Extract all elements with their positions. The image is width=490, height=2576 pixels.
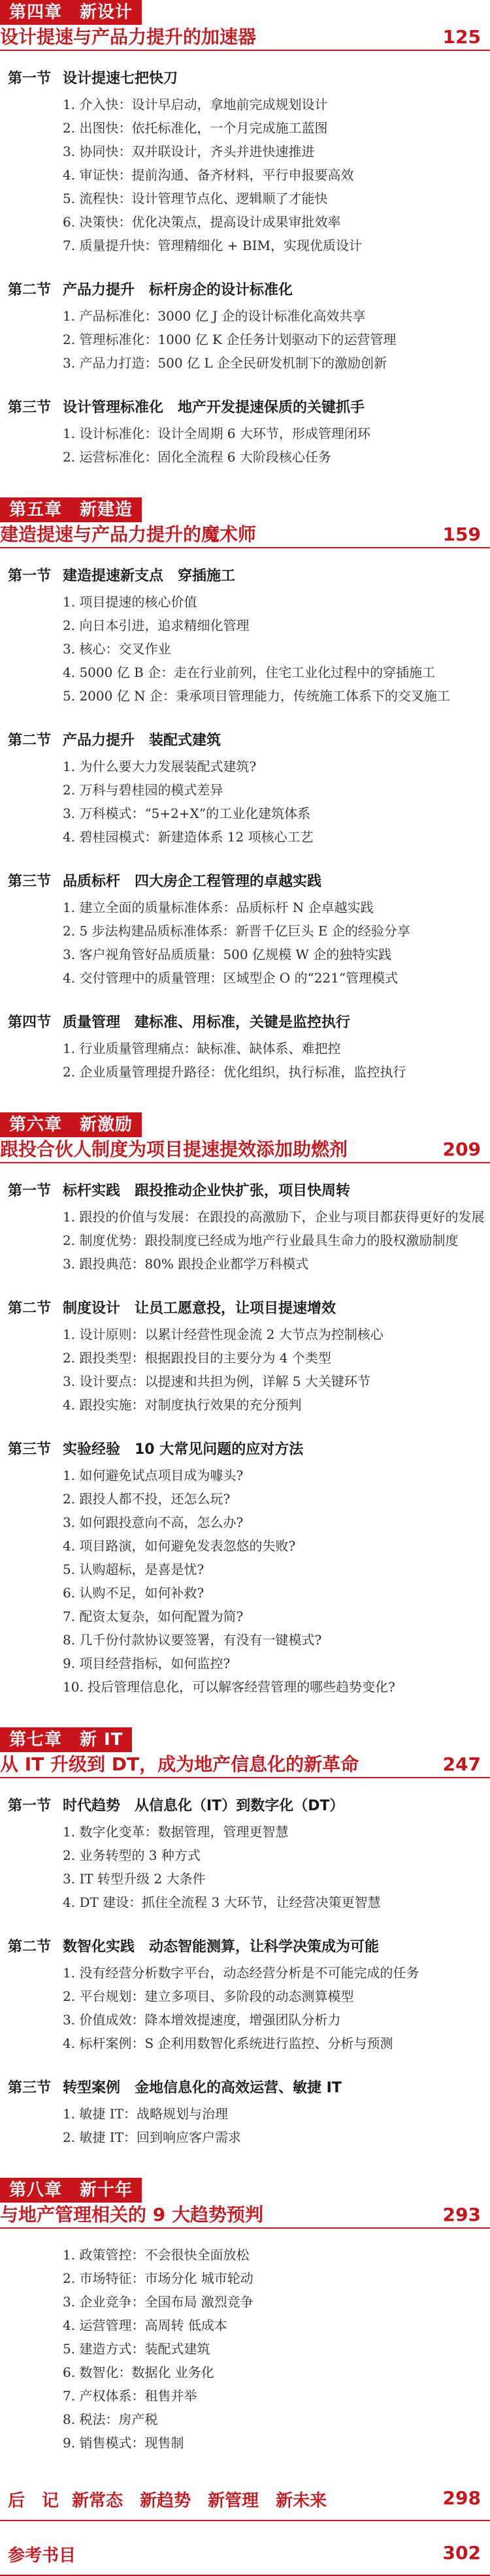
list-item[interactable]: 1. 没有经营分析数字平台，动态经营分析是不可能完成的任务 <box>63 1965 419 1981</box>
chapter-6 <box>0 1112 490 1699</box>
list-item[interactable]: 2. 向日本引进，追求精细化管理 <box>63 618 250 633</box>
section-header[interactable] <box>0 1295 490 1323</box>
section <box>0 394 490 469</box>
section <box>0 563 490 708</box>
list-item[interactable]: 5. 认购超标，是喜是忧? <box>63 1562 204 1577</box>
list-item[interactable]: 3. 跟投典范：80% 跟投企业都学万科模式 <box>63 1256 309 1272</box>
chapter-header[interactable] <box>0 2178 490 2223</box>
section-title[interactable]: 品质标杆 四大房企工程管理的卓越实践 <box>63 873 322 890</box>
list-item[interactable]: 2. 运营标准化：固化全流程 6 大阶段核心任务 <box>63 449 331 465</box>
section-header[interactable] <box>0 277 490 304</box>
chapter-label: 第五章 新建造 <box>0 497 142 522</box>
section-items <box>0 755 490 849</box>
section-header[interactable] <box>0 1009 490 1037</box>
section-title[interactable]: 标杆实践 跟投推动企业快扩张，项目快周转 <box>63 1183 351 1199</box>
references-page-number: 302 <box>442 2542 481 2564</box>
chapter-title[interactable]: 从 IT 升级到 DT，成为地产信息化的新革命 <box>0 1753 359 1775</box>
afterword-title: 新常态 新趋势 新管理 新未来 <box>72 2491 327 2511</box>
section-number: 第三节 <box>8 873 52 890</box>
list-item[interactable]: 7. 质量提升快：管理精细化 + BIM，实现优质设计 <box>63 238 362 253</box>
list-item[interactable]: 4. 审证快：提前沟通、备齐材料，平行申报要高效 <box>63 167 354 183</box>
list-item[interactable]: 4. 标杆案例：S 企利用数智化系统进行监控、分析与预测 <box>63 2035 393 2051</box>
list-item[interactable]: 8. 税法：房产税 <box>63 2411 158 2427</box>
section-header[interactable] <box>0 1436 490 1464</box>
list-item[interactable]: 7. 配资太复杂，如何配置为简? <box>63 1609 244 1624</box>
section <box>0 2243 490 2455</box>
list-item[interactable]: 4. 交付管理中的质量管理：区域型企 O 的“221”管理模式 <box>63 970 399 986</box>
section-number: 第三节 <box>8 1441 52 1458</box>
chapter-page-number: 159 <box>442 524 481 545</box>
section-header[interactable] <box>0 1934 490 1961</box>
section <box>0 65 490 257</box>
chapter-label: 第四章 新设计 <box>0 0 142 25</box>
section <box>0 727 490 849</box>
chapter-header[interactable] <box>0 0 490 46</box>
chapter-page-number: 247 <box>442 1753 481 1775</box>
section-items <box>0 1323 490 1417</box>
list-item[interactable]: 10. 投后管理信息化，可以解客经营管理的哪些趋势变化? <box>63 1679 395 1695</box>
list-item[interactable]: 4. 运营管理：高周转 低成本 <box>63 2317 227 2333</box>
chapter-divider <box>0 2227 490 2229</box>
section <box>0 2075 490 2149</box>
list-item[interactable]: 3. 如何跟投意向不高，怎么办? <box>63 1515 244 1530</box>
list-item[interactable]: 3. 协同快：双并联设计，齐头并进快速推进 <box>63 144 315 159</box>
chapter-page-number: 209 <box>442 1139 481 1160</box>
section-items <box>0 1464 490 1699</box>
afterword-divider <box>0 2520 490 2521</box>
section-header[interactable] <box>0 394 490 422</box>
references-entry[interactable] <box>0 2536 490 2576</box>
section-header[interactable] <box>0 1793 490 1820</box>
list-item[interactable]: 1. 跟投的价值与发展：在跟投的高激励下，企业与项目都获得更好的发展 <box>63 1209 485 1225</box>
list-item[interactable]: 1. 建立全面的质量标准体系：品质标杆 N 企卓越实践 <box>63 900 374 915</box>
list-item[interactable]: 4. DT 建设：抓住全流程 3 大环节，让经营决策更智慧 <box>63 1894 381 1910</box>
list-item[interactable]: 1. 设计原则：以累计经营性现金流 2 大节点为控制核心 <box>63 1327 384 1342</box>
list-item[interactable]: 9. 项目经营指标，如何监控? <box>63 1656 231 1671</box>
section-items <box>0 93 490 257</box>
section <box>0 868 490 990</box>
section-header[interactable] <box>0 2075 490 2102</box>
list-item[interactable]: 1. 政策管控：不会很快全面放松 <box>63 2247 250 2263</box>
section-header[interactable] <box>0 65 490 93</box>
section-header[interactable] <box>0 868 490 896</box>
section-title[interactable]: 制度设计 让员工愿意投，让项目提速增效 <box>63 1300 336 1317</box>
list-item[interactable]: 5. 流程快：设计管理节点化、逻辑顺了才能快 <box>63 191 328 206</box>
chapter-4 <box>0 0 490 469</box>
references-label: 参考书目 <box>8 2546 76 2566</box>
list-item[interactable]: 6. 认购不足，如何补救? <box>63 1585 204 1601</box>
list-item[interactable]: 3. 产品力打造：500 亿 L 企全民研发机制下的激励创新 <box>63 355 387 371</box>
list-item[interactable]: 1. 敏捷 IT：战略规划与治理 <box>63 2106 229 2122</box>
section-title[interactable]: 时代趋势 从信息化（IT）到数字化（DT） <box>63 1798 344 1814</box>
chapter-divider <box>0 50 490 51</box>
section <box>0 277 490 375</box>
list-item[interactable]: 2. 出图快：依托标准化，一个月完成施工蓝图 <box>63 120 328 136</box>
section-items <box>0 2243 490 2455</box>
list-item[interactable]: 2. 敏捷 IT：回到响应客户需求 <box>63 2129 242 2145</box>
section-title[interactable]: 质量管理 建标准、用标准，关键是监控执行 <box>63 1014 351 1031</box>
section-header[interactable] <box>0 1178 490 1205</box>
chapter-title[interactable]: 设计提速与产品力提升的加速器 <box>0 26 257 48</box>
list-item[interactable]: 2. 跟投类型：根据跟投目的主要分为 4 个类型 <box>63 1350 331 1366</box>
section-number: 第一节 <box>8 1183 52 1199</box>
chapter-8 <box>0 2178 490 2455</box>
afterword-label: 后 记 <box>8 2491 59 2511</box>
section-title[interactable]: 数智化实践 动态智能测算，让科学决策成为可能 <box>63 1939 380 1955</box>
list-item[interactable]: 2. 制度优势：跟投制度已经成为地产行业最具生命力的股权激励制度 <box>63 1233 459 1248</box>
chapter-header[interactable] <box>0 1727 490 1773</box>
list-item[interactable]: 1. 产品标准化：3000 亿 J 企的设计标准化高效共享 <box>63 308 366 324</box>
section-title[interactable]: 建造提速新支点 穿插施工 <box>63 568 236 584</box>
chapter-divider <box>0 1162 490 1163</box>
section-items <box>0 896 490 990</box>
section-number: 第二节 <box>8 1300 52 1317</box>
section-items <box>0 590 490 708</box>
section <box>0 1934 490 2055</box>
section-number: 第二节 <box>8 1939 52 1955</box>
list-item[interactable]: 4. 碧桂园模式：新建造体系 12 项核心工艺 <box>63 829 314 845</box>
list-item[interactable]: 3. 企业竞争：全国布局 激烈竞争 <box>63 2294 253 2310</box>
list-item[interactable]: 4. 跟投实施：对制度执行效果的充分预判 <box>63 1397 302 1413</box>
section <box>0 1793 490 1914</box>
list-item[interactable]: 2. 管理标准化：1000 亿 K 企任务计划驱动下的运营管理 <box>63 332 397 347</box>
section-items <box>0 1205 490 1276</box>
chapter-title[interactable]: 跟投合伙人制度为项目提速提效添加助燃剂 <box>0 1139 348 1160</box>
chapter-7 <box>0 1727 490 2149</box>
chapter-label: 第七章 新 IT <box>0 1727 132 1752</box>
section-items <box>0 1961 490 2055</box>
list-item[interactable]: 1. 项目提速的核心价值 <box>63 594 197 610</box>
afterword-entry[interactable] <box>0 2481 490 2521</box>
list-item[interactable]: 1. 介入快：设计早启动，拿地前完成规划设计 <box>63 97 328 112</box>
list-item[interactable]: 2. 跟投人都不投，还怎么玩? <box>63 1491 231 1507</box>
list-item[interactable]: 2. 企业质量管理提升路径：优化组织，执行标准，监控执行 <box>63 1064 406 1080</box>
chapter-header[interactable] <box>0 1112 490 1158</box>
section-title[interactable]: 产品力提升 标杆房企的设计标准化 <box>63 282 293 298</box>
chapter-divider <box>0 1777 490 1778</box>
afterword-page-number: 298 <box>442 2487 481 2509</box>
list-item[interactable]: 1. 行业质量管理痛点：缺标准、缺体系、难把控 <box>63 1041 341 1056</box>
list-item[interactable]: 1. 数字化变革：数据管理，管理更智慧 <box>63 1824 289 1840</box>
section-number: 第二节 <box>8 282 52 298</box>
section-title[interactable]: 设计管理标准化 地产开发提速保质的关键抓手 <box>63 400 365 416</box>
section-title[interactable]: 产品力提升 装配式建筑 <box>63 732 221 749</box>
list-item[interactable]: 4. 5000 亿 B 企：走在行业前列，住宅工业化过程中的穿插施工 <box>63 665 436 680</box>
chapter-page-number: 125 <box>442 26 481 48</box>
section-header[interactable] <box>0 563 490 590</box>
section-number: 第一节 <box>8 1798 52 1814</box>
list-item[interactable]: 6. 决策快：优化决策点，提高设计成果审批效率 <box>63 214 341 230</box>
chapter-page-number: 293 <box>442 2204 481 2225</box>
section <box>0 1436 490 1699</box>
list-item[interactable]: 2. 业务转型的 3 种方式 <box>63 1847 201 1863</box>
section-items <box>0 1037 490 1084</box>
chapter-title[interactable]: 建造提速与产品力提升的魔术师 <box>0 524 257 545</box>
section-number: 第四节 <box>8 1014 52 1031</box>
section-title[interactable]: 转型案例 金地信息化的高效运营、敏捷 IT <box>63 2080 342 2096</box>
list-item[interactable]: 2. 平台规划：建立多项目、多阶段的动态测算模型 <box>63 1988 354 2004</box>
list-item[interactable]: 4. 项目路演，如何避免发表忽悠的失败? <box>63 1538 296 1554</box>
list-item[interactable]: 6. 数智化：数据化 业务化 <box>63 2364 214 2380</box>
section-items <box>0 422 490 469</box>
list-item[interactable]: 2. 万科与碧桂园的模式差异 <box>63 782 223 798</box>
section-items <box>0 2102 490 2149</box>
list-item[interactable]: 3. IT 转型升级 2 大条件 <box>63 1871 206 1887</box>
section <box>0 1295 490 1417</box>
list-item[interactable]: 2. 5 步法构建品质标准体系：新晋千亿巨头 E 企的经验分享 <box>63 923 410 939</box>
section-number: 第一节 <box>8 568 52 584</box>
section-number: 第三节 <box>8 2080 52 2096</box>
list-item[interactable]: 5. 2000 亿 N 企：秉承项目管理能力，传统施工体系下的交叉施工 <box>63 688 450 704</box>
section-number: 第一节 <box>8 71 52 87</box>
list-item[interactable]: 3. 设计要点：以提速和共担为例，详解 5 大关键环节 <box>63 1374 370 1389</box>
chapter-divider <box>0 547 490 548</box>
chapter-5 <box>0 497 490 1084</box>
chapter-header[interactable] <box>0 497 490 543</box>
list-item[interactable]: 1. 为什么要大力发展装配式建筑? <box>63 759 257 774</box>
list-item[interactable]: 3. 客户视角管好品质质量：500 亿规模 W 企的独特实践 <box>63 947 392 962</box>
list-item[interactable]: 1. 设计标准化：设计全周期 6 大环节，形成管理闭环 <box>63 426 370 441</box>
section <box>0 1178 490 1276</box>
section-title[interactable]: 设计提速七把快刀 <box>63 71 178 87</box>
section-number: 第三节 <box>8 400 52 416</box>
list-item[interactable]: 9. 销售模式：现售制 <box>63 2435 184 2451</box>
chapter-title[interactable]: 与地产管理相关的 9 大趋势预判 <box>0 2204 263 2225</box>
list-item[interactable]: 5. 建造方式：装配式建筑 <box>63 2341 210 2357</box>
list-item[interactable]: 2. 市场特征：市场分化 城市轮动 <box>63 2270 253 2286</box>
list-item[interactable]: 7. 产权体系：租售并举 <box>63 2388 197 2404</box>
section-title[interactable]: 实验经验 10 大常见问题的应对方法 <box>63 1441 304 1458</box>
section-items <box>0 1820 490 1914</box>
section-number: 第二节 <box>8 732 52 749</box>
chapter-label: 第六章 新激励 <box>0 1112 142 1137</box>
list-item[interactable]: 3. 核心：交叉作业 <box>63 641 171 657</box>
list-item[interactable]: 1. 如何避免试点项目成为噱头? <box>63 1468 244 1483</box>
list-item[interactable]: 3. 万科模式：“5+2+X”的工业化建筑体系 <box>63 806 311 821</box>
section-items <box>0 304 490 375</box>
section-header[interactable] <box>0 727 490 755</box>
list-item[interactable]: 8. 几千份付款协议要签署，有没有一键模式? <box>63 1632 322 1648</box>
chapter-label: 第八章 新十年 <box>0 2178 142 2203</box>
section <box>0 1009 490 1084</box>
list-item[interactable]: 3. 价值成效：降本增效提速度，增强团队分析力 <box>63 2012 341 2028</box>
